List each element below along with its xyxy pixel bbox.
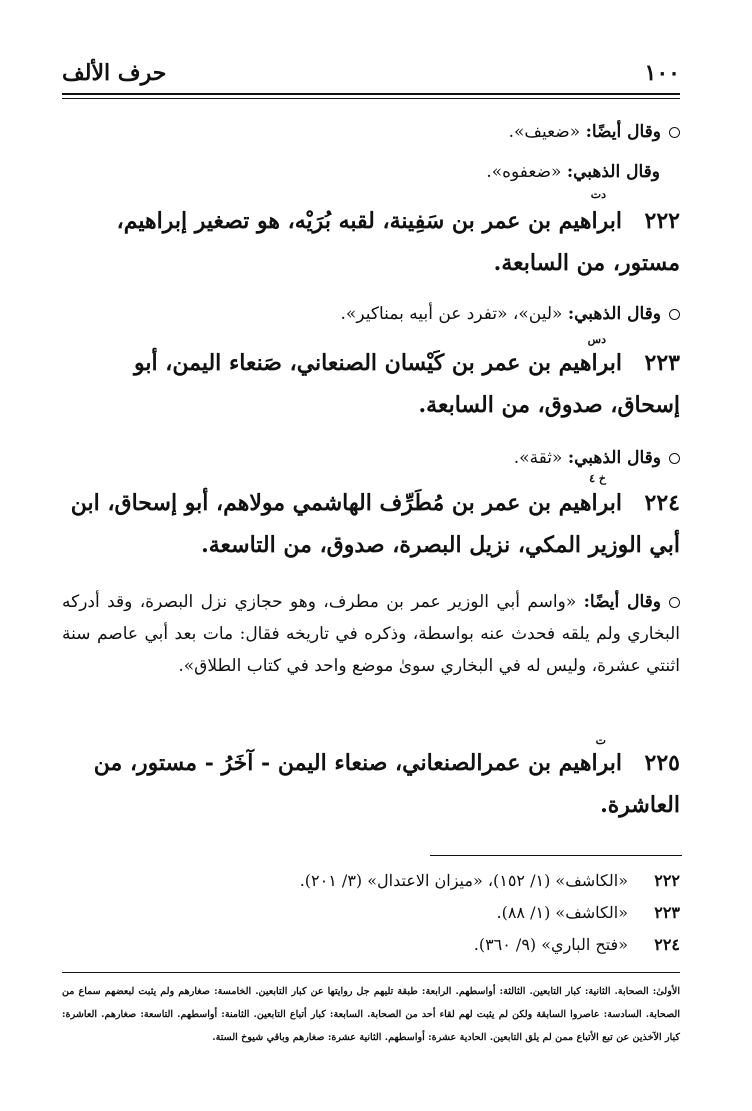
- footnote: ٢٢٤«فتح الباري» (٩/ ٣٦٠).: [473, 935, 680, 954]
- entry-223: ٢٢٣ابراهيم بن عمر بن كَيْسان الصنعاني، صَنعاء اليمن، أبو إسحاق، صدوق، من السابعة.: [134, 350, 680, 418]
- note-line: وقال أيضًا: «ضعيف».: [62, 116, 680, 148]
- footnote: ٢٢٣«الكاشف» (١/ ٨٨).: [496, 903, 680, 922]
- entry-222: ٢٢٢ابراهيم بن عمر بن سَفِينة، لقبه بُرَيْه، هو تصغير إبراهيم، مستور، من السابعة.: [116, 208, 680, 276]
- footnote-rule: [430, 855, 682, 856]
- header-rule-thin: [62, 98, 680, 99]
- legend-rule: [62, 972, 680, 973]
- note-line: وقال الذهبي: «لين»، «تفرد عن أبيه بمناكير».: [62, 298, 680, 330]
- running-header: [62, 56, 680, 90]
- tabaqat-legend: الأولىٰ: الصحابة. الثانية: كبار التابعين. الثالثة: أواسطهم. الرابعة: طبقة تليهم جل روايتها عن كبار التابعين. الخامسة: صغارهم ولم يثبت لبعضهم سماع من الصحابة. السادسة: عاصروا السابقة ولكن لم يثبت لهم لقاء أحد من الصحابة. السابعة: كبار أتباع التابعين. الثامنة: أواسطهم. التاسعة: صغارهم. العاشرة: كبار الآخذين عن تبع الأتباع ممن لم يلق التابعين. الحادية عشرة: أواسطهم. الثانية عشرة: صغارهم وباقي شيوخ الستة.: [62, 986, 680, 1043]
- circle-bullet-icon: [669, 597, 680, 608]
- rumuz-code: ت: [595, 734, 606, 747]
- header-rule: [62, 93, 680, 95]
- page-number: ١٠٠: [644, 60, 680, 86]
- entry-225: ٢٢٥ابراهيم بن عمرالصنعاني، صنعاء اليمن - آخَرُ - مستور، من العاشرة.: [93, 750, 680, 818]
- rumuz-code: خ ٤: [589, 472, 606, 485]
- chapter-title: حرف الألف: [62, 60, 167, 86]
- rumuz-code: دت: [590, 188, 606, 201]
- circle-bullet-icon: [669, 309, 680, 320]
- circle-bullet-icon: [669, 127, 680, 138]
- note-line: وقال الذهبي: «ضعفوه».: [486, 162, 660, 182]
- note-line: وقال الذهبي: «ثقة».: [62, 442, 680, 474]
- rumuz-code: دس: [587, 333, 606, 346]
- entry-224: ٢٢٤ابراهيم بن عمر بن مُطَرِّف الهاشمي مولاهم، أبو إسحاق، ابن أبي الوزير المكي، نزيل البصرة، صدوق، من التاسعة.: [70, 490, 680, 558]
- footnote: ٢٢٢«الكاشف» (١/ ١٥٢)، «ميزان الاعتدال» (٣/ ٢٠١).: [299, 871, 680, 890]
- circle-bullet-icon: [669, 453, 680, 464]
- note-paragraph: وقال أيضًا: «واسم أبي الوزير عمر بن مطرف، وهو حجازي نزل البصرة، وقد أدركه البخاري ولم يلقه فحدث عنه بواسطة، وذكره في تاريخه فقال: مات بعد أبي عاصم سنة اثنتي عشرة، وليس له في البخاري سوىٰ موضع واحد في كتاب الطلاق».: [62, 592, 680, 676]
